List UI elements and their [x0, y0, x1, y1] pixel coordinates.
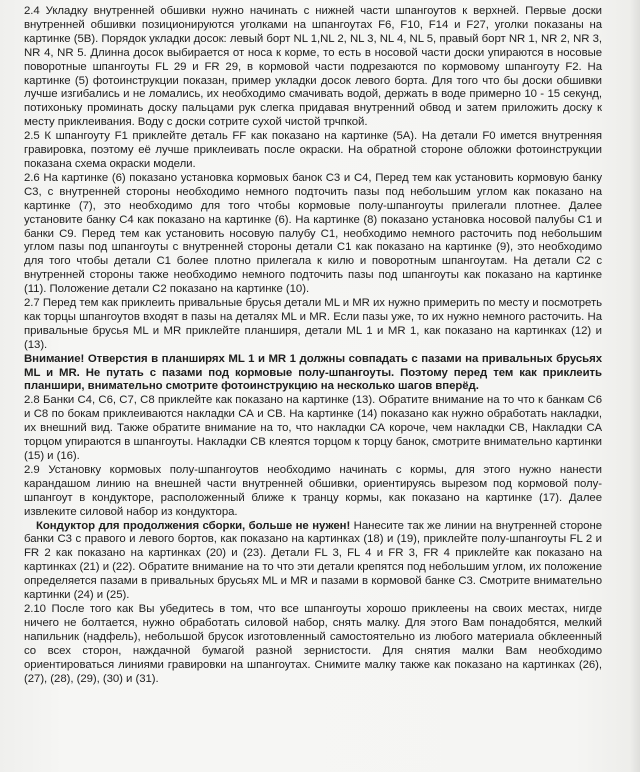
paragraph-2-8: 2.8 Банки С4, С6, С7, С8 приклейте как показано на картинке (13). Обратите внимание на то что к банкам С6 и С8 по бокам приклеиваются накладки СА и СВ. На картинке (14) показано как нужно обработать накладки, их внешний вид. Также обратите внимание на то, что накладки СА короче, чем накладки СВ, Накладки СА торцом упираются в шпангоуты. Накладки СВ клеятся торцом к торцу банок, смотрите внимательно картинки (15) и (16).: [24, 394, 602, 462]
paragraph-2-10: 2.10 После того как Вы убедитесь в том, что все шпангоуты хорошо приклеены на своих местах, нигде ничего не болтается, нужно обработать силовой набор, снять малку. Для этого Вам понадобятся, мелкий напильник (надфель), небольшой брусок изготовленный самостоятельно из любого материала обклеенный со всех сторон, наждачной бумагой разной зернистости. Для снятия малки Вам необходимо ориентироваться линиями гравировки на шпангоутах. Снимите малку также как показано на картинках (26), (27), (28), (29), (30) и (31).: [24, 602, 602, 685]
jig-paragraph: [24, 520, 602, 603]
instruction-text: [24, 5, 602, 686]
jig-warning: Кондуктор для продолжения сборки, больше не нужен!: [36, 519, 351, 532]
paragraph-2-9: 2.9 Установку кормовых полу-шпангоутов необходимо начинать с кормы, для этого нужно нанести карандашом линию на внешней части внутренней обшивки, ориентируясь вырезом под кормовой полу-шпангоут в кондукторе, расположенный ближе к транцу кормы, как показано на картинке (17). Далее извлеките силовой набор из кондуктора.: [24, 463, 602, 518]
paragraph-2-7: 2.7 Перед тем как приклеить привальные брусья детали ML и MR их нужно примерить по месту и посмотреть как торцы шпангоутов входят в пазы на деталях ML и MR. Если пазы уже, то их нужно немного расточить. На привальные брусья ML и MR приклейте планширя, детали ML 1 и MR 1, как показано на картинках (12) и (13).: [24, 297, 602, 351]
paragraph-2-6: 2.6 На картинке (6) показано установка кормовых банок С3 и С4, Перед тем как установить кормовую банку С3, с внутренней стороны необходимо немного подточить пазы под небольшим углом как показано на картинке (7), это необходимо для того чтобы кормовые полу-шпангоуты прилегали плотнее. Далее установите банку С4 как показано на картинке (6). На картинке (8) показано установка носовой палубы С1 и банки С9. Перед тем как установить носовую палубу С1, необходимо немного расточить под небольшим углом пазы под шпангоуты с внутренней стороны детали С1 как показано на картинке (9), это необходимо для того чтобы детали С1 более плотно прилегала к килю и поворотным шпангоутам. На детали С2 с внутренней стороны также необходимо немного подточить пазы под шпангоуты как показано на картинке (11). Положение детали С2 показано на картинке (10).: [24, 171, 602, 296]
warning-paragraph: Внимание! Отверстия в планширях ML 1 и MR 1 должны совпадать с пазами на привальных брусьях ML и MR. Не путать с пазами под кормовые полу-шпангоуты. Поэтому перед тем как приклеить планшири, внимательно смотрите фотоинструкцию на несколько шагов вперёд.: [24, 352, 602, 393]
paragraph-2-4: 2.4 Укладку внутренней обшивки нужно начинать с нижней части шпангоутов к верхней. Первые доски внутренней обшивки позиционируются уголками на шпангоутах F6, F10, F14 и F27, уголки показаны на картинке (5B). Порядок укладки досок: левый борт NL 1,NL 2, NL 3, NL 4, NL 5, правый борт NR 1, NR 2, NR 3, NR 4, NR 5. Длинна досок выбирается от носа к корме, то есть в носовой части доски упираются в носовые поворотные шпангоуты FL 29 и FR 29, в кормовой части подрезаются по кормовому шпангоуту F2. На картинке (5) фотоинструкции показан, пример укладки досок левого борта. Для того что бы доски обшивки лучше изгибались и не ломались, их необходимо смачивать водой, держать в воде примерно 10 - 15 секунд, потихоньку проминать доску пальцами рук слегка придавая внутренний обвод и затем приложить доску к месту приклеивания. Воду с доски сотрите сухой чистой трчпкой.: [24, 5, 602, 129]
page-edge-shadow: [630, 0, 640, 772]
jig-paragraph-text: Нанесите так же линии на внутренней стороне банки С3 с правого и левого бортов, как показано на картинках (18) и (19), приклейте полу-шпангоуты FL 2 и FR 2 как показано на картинках (20) и (23). Детали FL 3, FL 4 и FR 3, FR 4 приклейте как показано на картинках (21) и (22). Обратите внимание на то что эти детали крепятся под небольшим углом, их положение определяется пазами в привальных брусьях ML и MR и пазами в кормовой банке С3. Смотрите внимательно картинки (24) и (25).: [24, 519, 602, 602]
paragraph-2-5: 2.5 К шпангоуту F1 приклейте деталь FF как показано на картинке (5A). На детали F0 имется внутренняя гравировка, поэтому её лучше приклеивать после окраски. На обратной стороне обложки фотоинструкции показана схема окраски модели.: [24, 130, 602, 170]
